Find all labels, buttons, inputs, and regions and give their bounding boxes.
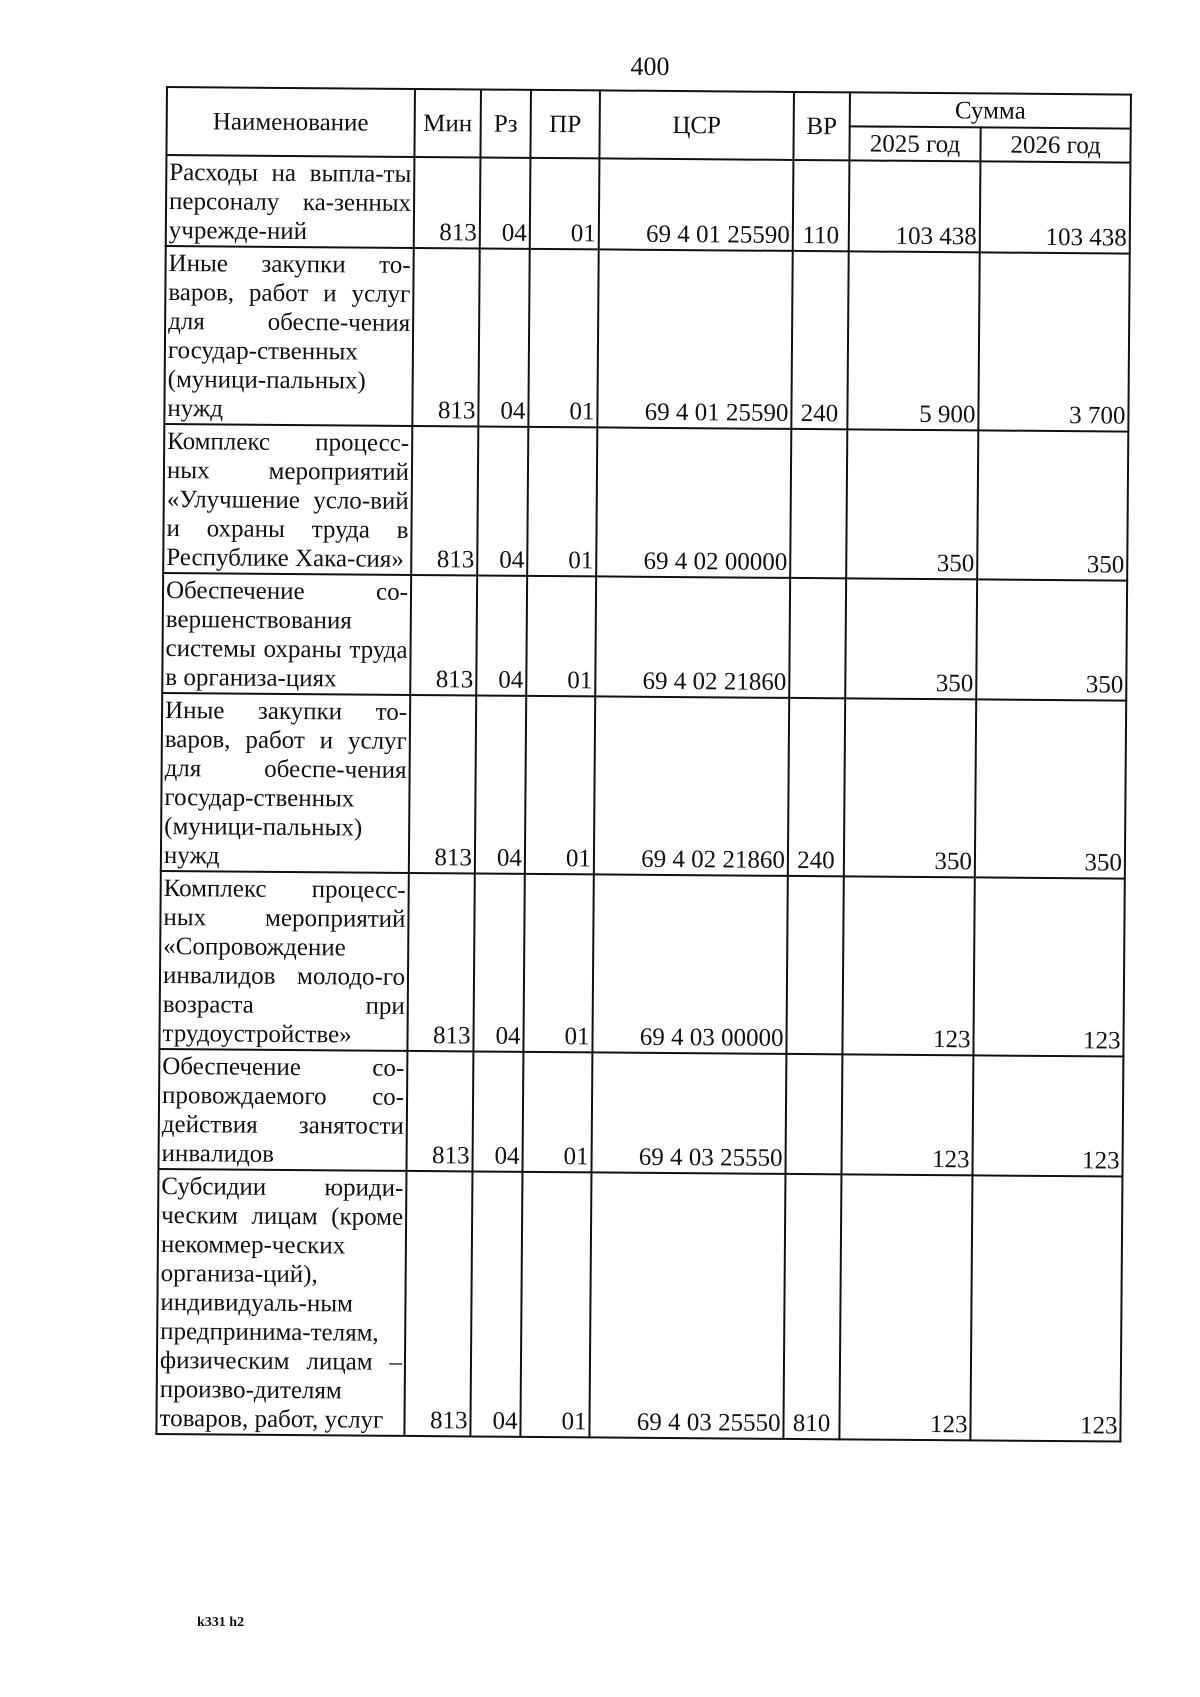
- row-csr: 69 4 01 25590: [599, 158, 794, 251]
- row-2025: 123: [839, 1174, 972, 1440]
- header-row-1: [167, 87, 1131, 129]
- row-2026: 103 438: [980, 161, 1131, 253]
- row-csr: 69 4 02 21860: [594, 696, 789, 876]
- row-min: 813: [409, 695, 476, 874]
- header-min: Мин: [414, 89, 481, 158]
- header-vr: ВР: [793, 92, 850, 160]
- row-vr: 810: [783, 1174, 841, 1439]
- row-2025: 350: [845, 578, 977, 699]
- row-2025: 123: [841, 1054, 973, 1175]
- row-vr: [789, 578, 846, 698]
- table-header: [166, 87, 1131, 163]
- row-2026: 350: [975, 699, 1126, 878]
- row-name: Иные закупки то-варов, работ и услуг для обеспе-чения государ-ственных (муници-пальных) нужд: [164, 246, 413, 426]
- row-rz: 04: [470, 1171, 522, 1436]
- row-min: 813: [406, 1051, 473, 1172]
- row-pr: 01: [520, 1172, 591, 1438]
- row-name: Субсидии юриди-ческим лицам (кроме некоммер-ческих организа-ций), индивидуаль-ным предпринима-телям, физическим лицам – произво-дителям товаров, работ, услуг: [156, 1169, 406, 1436]
- row-2026: 123: [970, 1175, 1122, 1441]
- row-name: Иные закупки то-варов, работ и услуг для обеспе-чения государ-ственных (муници-пальных) нужд: [161, 693, 410, 873]
- row-vr: 240: [791, 251, 848, 429]
- row-rz: 04: [477, 426, 528, 575]
- row-csr: 69 4 02 21860: [595, 576, 790, 698]
- row-csr: 69 4 03 25550: [589, 1172, 785, 1439]
- row-pr: 01: [525, 696, 595, 875]
- row-pr: 01: [527, 427, 597, 577]
- row-csr: 69 4 01 25590: [597, 249, 792, 429]
- row-2026: 123: [973, 877, 1124, 1056]
- row-pr: 01: [530, 158, 600, 250]
- budget-table-container: [155, 86, 1130, 1443]
- row-min: 813: [410, 575, 477, 696]
- row-min: 813: [412, 248, 479, 427]
- row-csr: 69 4 03 25550: [591, 1052, 786, 1174]
- page-number: 400: [630, 52, 670, 81]
- footer-code: k331 h2: [197, 1615, 245, 1630]
- row-vr: 240: [788, 698, 845, 876]
- header-2026: 2026 год: [980, 127, 1130, 162]
- table-row: [156, 1169, 1122, 1442]
- row-vr: [786, 876, 843, 1054]
- row-name: Расходы на выпла-ты персоналу ка-зенных учрежде-ний: [166, 155, 415, 248]
- table-row: [159, 871, 1124, 1057]
- row-min: 813: [414, 157, 481, 249]
- row-2025: 350: [846, 429, 978, 579]
- header-name: Наименование: [166, 87, 415, 157]
- header-rz: Рз: [480, 89, 531, 157]
- row-name: Обеспечение со-провождаемого со-действия занятости инвалидов: [158, 1049, 407, 1171]
- row-2025: 5 900: [847, 251, 979, 430]
- row-rz: 04: [473, 873, 524, 1051]
- row-csr: 69 4 03 00000: [592, 874, 787, 1054]
- row-min: 813: [407, 873, 474, 1052]
- row-name: Комплекс процесс-ных мероприятий «Сопровождение инвалидов молодо-го возраста при трудоустройстве»: [159, 871, 408, 1051]
- row-min: 813: [411, 426, 478, 576]
- table-body: [156, 155, 1130, 1442]
- row-pr: 01: [522, 1052, 592, 1173]
- row-vr: [790, 429, 847, 578]
- row-vr: 110: [793, 160, 850, 251]
- row-2026: 3 700: [978, 252, 1129, 431]
- header-pr: ПР: [530, 90, 600, 159]
- row-name: Комплекс процесс-ных мероприятий «Улучшение усло-вий и охраны труда в Республике Хака-сия»: [163, 424, 412, 575]
- row-rz: 04: [480, 157, 531, 248]
- table-row: [158, 1049, 1123, 1177]
- row-min: 813: [404, 1171, 472, 1437]
- row-pr: 01: [526, 576, 596, 697]
- header-csr: ЦСР: [599, 90, 794, 160]
- row-name: Обеспечение со-вершенствования системы охраны труда в организа-циях: [162, 573, 411, 695]
- row-2026: 123: [972, 1055, 1123, 1176]
- row-rz: 04: [476, 575, 527, 695]
- header-sum: Сумма: [850, 92, 1131, 128]
- row-pr: 01: [528, 249, 598, 428]
- row-pr: 01: [523, 874, 593, 1053]
- table-row: [166, 155, 1131, 254]
- row-2026: 350: [977, 430, 1128, 580]
- row-rz: 04: [472, 1051, 523, 1171]
- row-2026: 350: [976, 579, 1127, 700]
- row-2025: 103 438: [849, 160, 981, 252]
- table-row: [163, 424, 1128, 581]
- row-2025: 350: [844, 698, 976, 877]
- budget-table: [155, 86, 1132, 1443]
- row-rz: 04: [475, 695, 526, 873]
- table-row: [164, 246, 1129, 432]
- row-csr: 69 4 02 00000: [596, 427, 791, 578]
- table-row: [162, 573, 1127, 701]
- header-2025: 2025 год: [849, 126, 980, 161]
- row-rz: 04: [478, 248, 529, 426]
- row-2025: 123: [842, 876, 974, 1055]
- row-vr: [785, 1054, 842, 1174]
- table-row: [161, 693, 1126, 879]
